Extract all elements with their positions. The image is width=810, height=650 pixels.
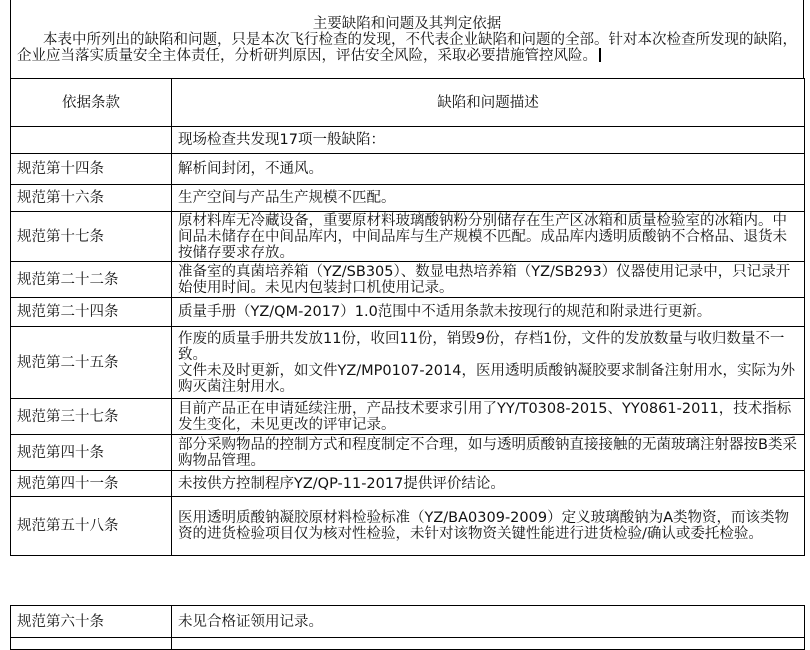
clause-cell: 规范第四十条 <box>11 435 172 471</box>
clause-cell: 规范第六十条 <box>11 606 172 638</box>
description-cell: 准备室的真菌培养箱（YZ/SB305）、数显电热培养箱（YZ/SB293）仪器使用记录中，只记录开始使用时间。未见内包装封口机使用记录。 <box>172 262 805 298</box>
description-paragraph: 作废的质量手册共发放11份，收回11份，销毁9份，存档1份，文件的发放数量与收归数量不一致。 <box>178 330 785 363</box>
description-cell: 部分采购物品的控制方式和程度制定不合理，如与透明质酸钠直接接触的无菌玻璃注射器按B类采购物品管理。 <box>172 435 805 471</box>
document-header <box>10 0 804 78</box>
clause-cell: 规范第二十二条 <box>11 262 172 298</box>
summary-row <box>11 127 805 154</box>
disclaimer-note <box>17 32 799 64</box>
summary-text: 现场检查共发现17项一般缺陷： <box>172 127 805 154</box>
clause-cell: 规范第四十一条 <box>11 471 172 497</box>
empty-cell <box>172 638 805 650</box>
table-row <box>11 212 805 262</box>
description-cell: 质量手册（YZ/QM-2017）1.0范围中不适用条款未按现行的规范和附录进行更新。 <box>172 298 805 327</box>
description-cell: 原材料库无冷藏设备，重要原材料玻璃酸钠粉分别储存在生产区冰箱和质量检验室的冰箱内。中间品未储存在中间品库内，中间品库与生产规模不匹配。成品库内透明质酸钠不合格品、退货未按储存要求存放。 <box>172 212 805 262</box>
column-header-clause: 依据条款 <box>11 79 172 127</box>
text-cursor <box>599 48 601 62</box>
table-row <box>11 606 805 638</box>
table-row <box>11 185 805 212</box>
defects-table <box>10 78 805 556</box>
description-cell: 解析间封闭，不通风。 <box>172 154 805 185</box>
clause-cell: 规范第十七条 <box>11 212 172 262</box>
clause-cell: 规范第二十四条 <box>11 298 172 327</box>
column-header-description: 缺陷和问题描述 <box>172 79 805 127</box>
table-row <box>11 471 805 497</box>
description-cell: 未按供方控制程序YZ/QP-11-2017提供评价结论。 <box>172 471 805 497</box>
table-row <box>11 435 805 471</box>
table-row <box>11 399 805 435</box>
description-cell: 目前产品正在申请延续注册，产品技术要求引用了YY/T0308-2015、YY0861-2011，技术指标发生变化，未见更改的评审记录。 <box>172 399 805 435</box>
clause-cell: 规范第五十八条 <box>11 497 172 556</box>
section-title: 主要缺陷和问题及其判定依据 <box>312 16 502 32</box>
empty-cell <box>11 127 172 154</box>
description-cell <box>172 327 805 399</box>
disclaimer-text: 本表中所列出的缺陷和问题，只是本次飞行检查的发现，不代表企业缺陷和问题的全部。针对本次检查所发现的缺陷，企业应当落实质量安全主体责任，分析研判原因，评估安全风险，采取必要措施管控风险。 <box>17 32 797 64</box>
table-row <box>11 497 805 556</box>
clause-cell: 规范第三十七条 <box>11 399 172 435</box>
empty-cell <box>11 638 172 650</box>
description-cell: 医用透明质酸钠凝胶原材料检验标准（YZ/BA0309-2009）定义玻璃酸钠为A类物资，而该类物资的进货检验项目仅为核对性检验，未针对该物资关键性能进行进货检验/确认或委托检验。 <box>172 497 805 556</box>
table-row <box>11 262 805 298</box>
clause-cell: 规范第十四条 <box>11 154 172 185</box>
defects-table-continued <box>10 605 805 650</box>
clause-cell: 规范第二十五条 <box>11 327 172 399</box>
description-cell: 生产空间与产品生产规模不匹配。 <box>172 185 805 212</box>
table-header-row <box>11 79 805 127</box>
table-row <box>11 298 805 327</box>
table-row <box>11 327 805 399</box>
table-row <box>11 154 805 185</box>
table-row <box>11 638 805 650</box>
description-paragraph: 文件未及时更新，如文件YZ/MP0107-2014，医用透明质酸钠凝胶要求制备注射用水，实际为外购灭菌注射用水。 <box>178 362 795 395</box>
clause-cell: 规范第十六条 <box>11 185 172 212</box>
description-cell: 未见合格证领用记录。 <box>172 606 805 638</box>
